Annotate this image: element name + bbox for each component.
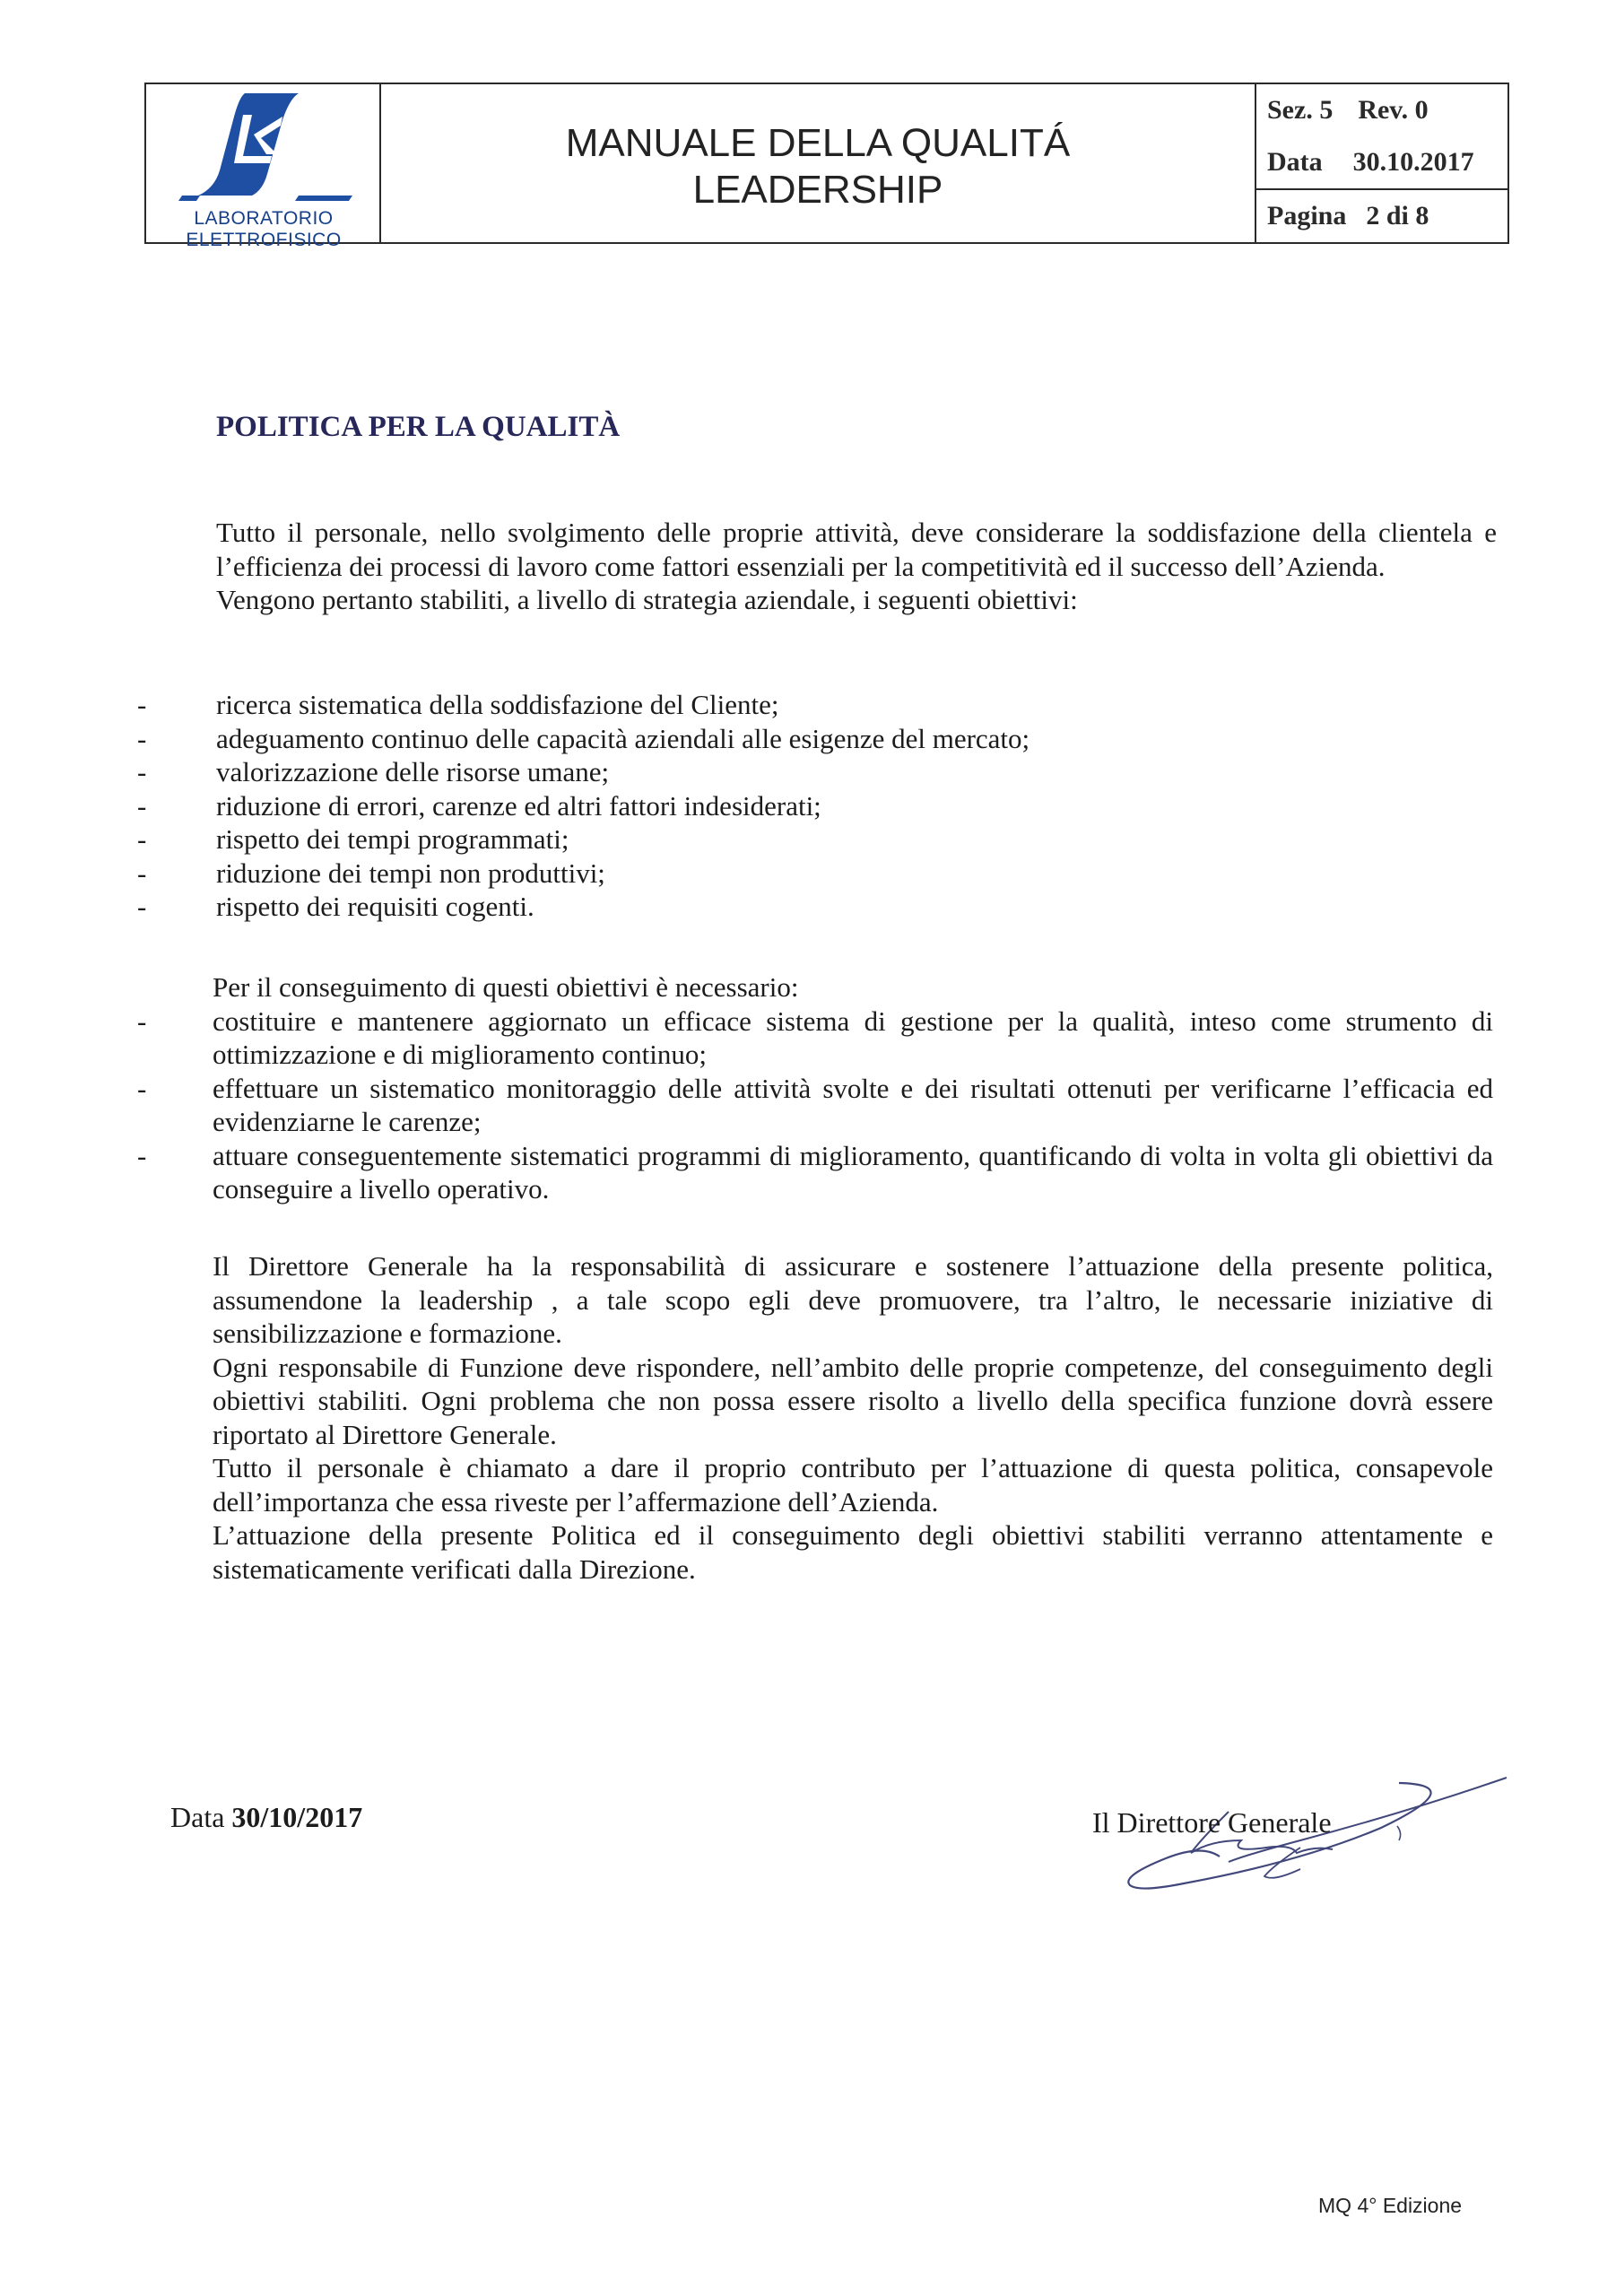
list-item <box>137 755 1497 789</box>
edition-label: MQ 4° Edizione <box>1318 2194 1463 2217</box>
list-item <box>137 789 1497 823</box>
requirements-block <box>137 970 1493 1206</box>
objectives-block <box>137 688 1497 924</box>
dash-bullet: - <box>137 857 147 889</box>
date-row <box>1256 136 1507 188</box>
requirements-list <box>137 1004 1493 1206</box>
logo-caption: LABORATORIO ELETTROFISICO <box>186 208 342 250</box>
manual-title-line2: LEADERSHIP <box>692 168 943 212</box>
list-item <box>137 822 1497 857</box>
list-item <box>137 890 1497 924</box>
requirement-text: costituire e mantenere aggiornato un efficace sistema di gestione per la qualità, inteso come strumento di ottimizzazione e di miglioramento continuo; <box>213 1004 1493 1070</box>
dash-bullet: - <box>137 1004 147 1037</box>
objective-text: rispetto dei tempi programmati; <box>216 823 569 855</box>
intro-paragraph: Tutto il personale, nello svolgimento delle proprie attività, deve considerare la soddisfazione della clientela e l’efficienza dei processi di lavoro come fattori essenziali per la competitività ed il successo dell’Azienda. <box>216 517 1497 582</box>
list-item <box>137 1004 1493 1072</box>
requirements-lead: Per il conseguimento di questi obiettivi è necessario: <box>213 971 799 1003</box>
dash-bullet: - <box>137 1072 147 1104</box>
handwritten-signature <box>1004 1776 1525 1919</box>
closing-paragraph: Tutto il personale è chiamato a dare il proprio contributo per l’attuazione di questa politica, consapevole dell’importanza che essa riveste per l’affermazione dell’Azienda. <box>213 1452 1493 1518</box>
requirement-text: attuare conseguentemente sistematici programmi di miglioramento, quantificando di volta in volta gli obiettivi da conseguire a livello operativo. <box>213 1139 1493 1205</box>
list-item <box>137 1072 1493 1139</box>
objectives-lead: Vengono pertanto stabiliti, a livello di strategia aziendale, i seguenti obiettivi: <box>216 584 1078 615</box>
list-item <box>137 688 1497 722</box>
intro-block <box>216 516 1497 617</box>
objectives-list <box>137 688 1497 924</box>
closing-block <box>213 1249 1493 1586</box>
list-item <box>137 857 1497 891</box>
section-heading: POLITICA PER LA QUALITÀ <box>216 411 621 443</box>
signatory-label: Il Direttore Generale <box>1092 1806 1332 1839</box>
dash-bullet: - <box>137 891 147 922</box>
list-item <box>137 722 1497 756</box>
footer-date-label: Data <box>170 1801 225 1833</box>
closing-paragraph: Il Direttore Generale ha la responsabilità di assicurare e sostenere l’attuazione della presente politica, assumendone la leadership , a tale scopo egli deve promuovere, tra l’altro, le necessarie iniziative di sensibilizzazione e formazione. <box>213 1250 1493 1349</box>
dash-bullet: - <box>137 789 147 822</box>
objective-text: adeguamento continuo delle capacità aziendali alle esigenze del mercato; <box>216 722 1030 754</box>
revision-label: Rev. 0 <box>1358 95 1429 125</box>
company-logo <box>146 84 378 210</box>
dash-bullet: - <box>137 722 147 754</box>
footer-date-value: 30/10/2017 <box>231 1801 363 1833</box>
objective-text: valorizzazione delle risorse umane; <box>216 756 610 787</box>
dash-bullet: - <box>137 823 147 855</box>
page-label: Pagina <box>1267 201 1347 230</box>
footer-date <box>170 1801 362 1834</box>
dash-bullet: - <box>137 689 147 720</box>
objective-text: ricerca sistematica della soddisfazione del Cliente; <box>216 689 779 720</box>
manual-title <box>381 84 1256 242</box>
requirement-text: effettuare un sistematico monitoraggio delle attività svolte e dei risultati ottenuti per verificarne l’efficacia ed evidenziarne le carenze; <box>213 1072 1493 1137</box>
closing-paragraph: Ogni responsabile di Funzione deve rispondere, nell’ambito delle proprie competenze, del conseguimento degli obiettivi stabiliti. Ogni problema che non possa essere risolto a livello della specifica funzione dovrà essere riportato al Direttore Generale. <box>213 1351 1493 1450</box>
date-value: 30.10.2017 <box>1352 147 1474 177</box>
document-header <box>144 83 1509 250</box>
page-row <box>1256 188 1507 242</box>
manual-title-line1: MANUALE DELLA QUALITÁ <box>565 121 1071 165</box>
dash-bullet: - <box>137 1139 147 1171</box>
objective-text: riduzione dei tempi non produttivi; <box>216 857 605 889</box>
section-revision-row <box>1256 84 1507 136</box>
section-label: Sez. 5 <box>1267 95 1334 125</box>
list-item <box>137 1139 1493 1206</box>
dash-bullet: - <box>137 756 147 787</box>
closing-paragraph: L’attuazione della presente Politica ed il conseguimento degli obiettivi stabiliti verranno attentamente e sistematicamente verificati dalla Direzione. <box>213 1519 1493 1585</box>
date-label: Data <box>1267 147 1323 177</box>
document-info <box>1256 84 1507 242</box>
page-value: 2 di 8 <box>1366 201 1429 230</box>
logo-cell <box>146 84 381 250</box>
objective-text: riduzione di errori, carenze ed altri fattori indesiderati; <box>216 789 821 822</box>
objective-text: rispetto dei requisiti cogenti. <box>216 891 534 922</box>
